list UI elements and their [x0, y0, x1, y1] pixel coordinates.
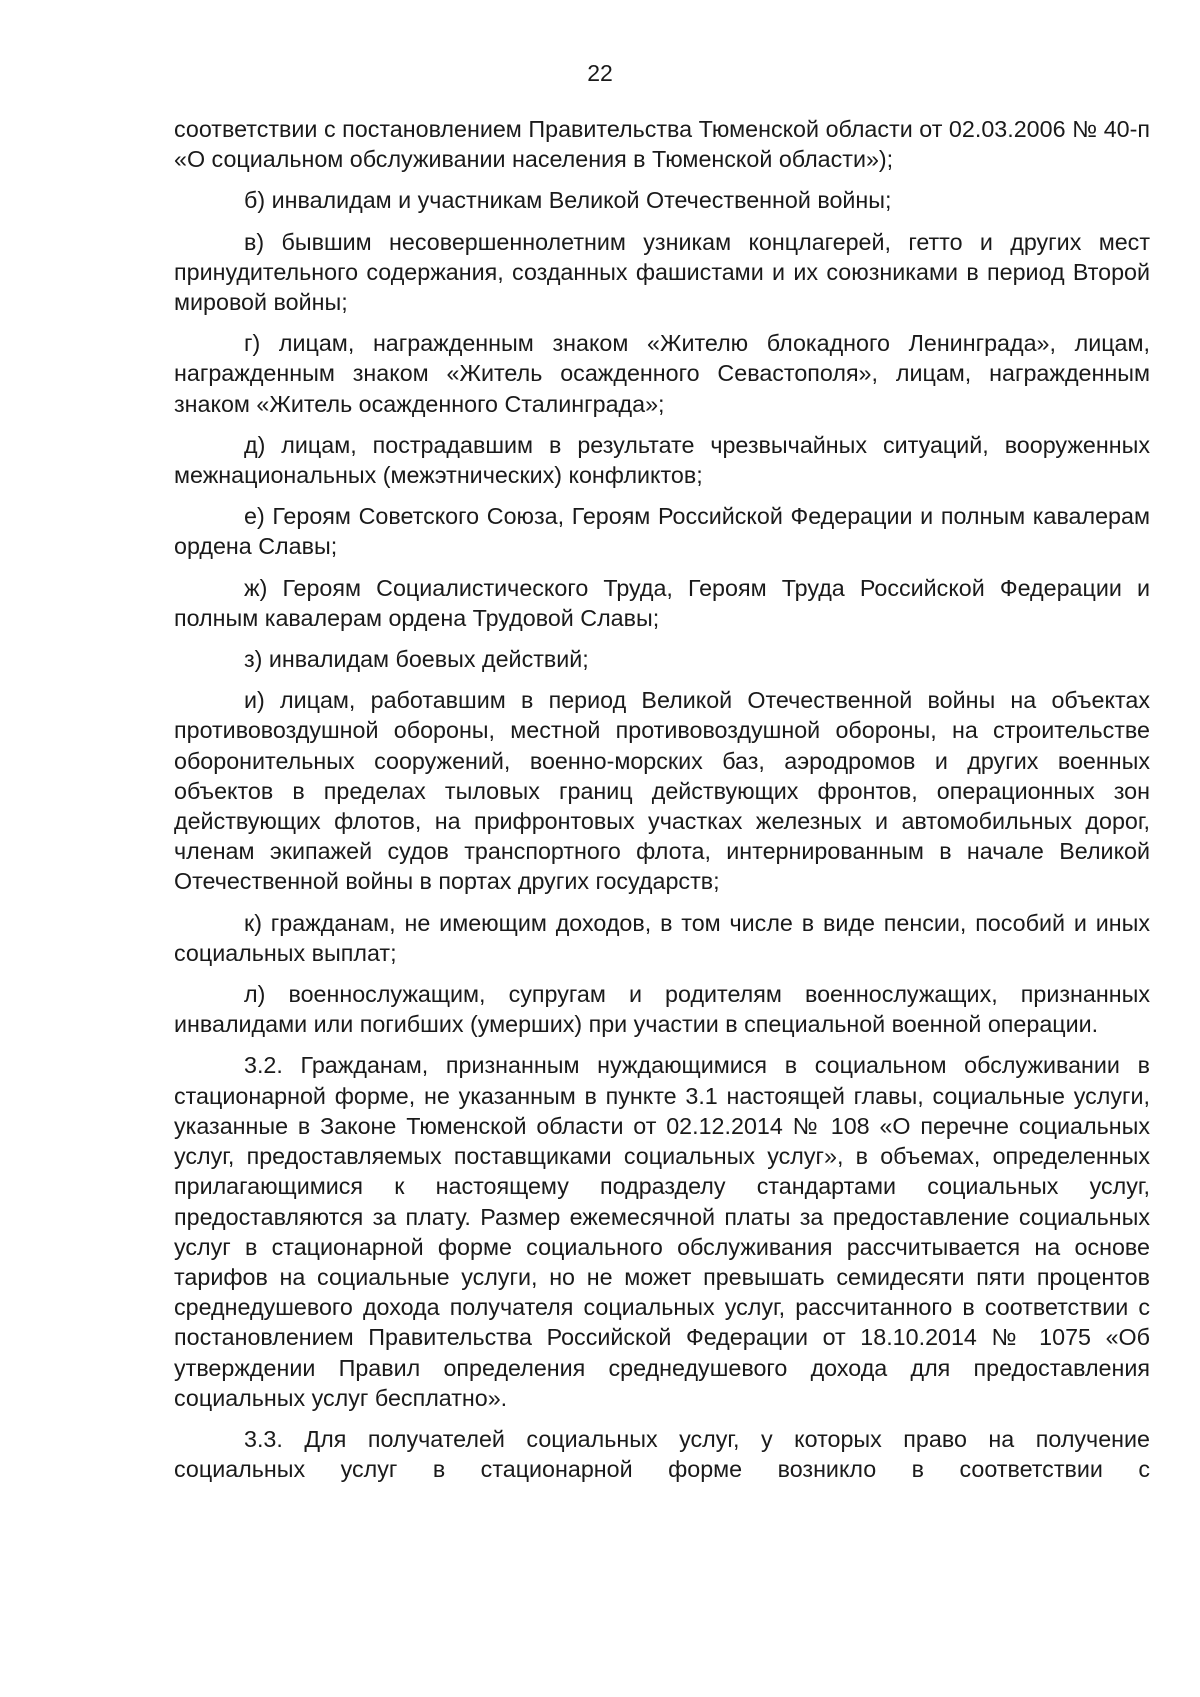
section-3-2: 3.2. Гражданам, признанным нуждающимися в социальном обслуживании в стационарной форме, не указанным в пункте 3.1 настоящей главы, социальные услуги, указанные в Законе Тюменской области от 02.12.2014 № 108 «О перечне социальных услуг, предоставляемых поставщиками социальных услуг», в объемах, определенных прилагающимися к настоящему подразделу стандартами социальных услуг, предоставляются за плату. Размер ежемесячной платы за предоставление социальных услуг в стационарной форме социального обслуживания рассчитывается на основе тарифов на социальные услуги, но не может превышать семидесяти пяти процентов среднедушевого дохода получателя социальных услуг, рассчитанного в соответствии с постановлением Правительства Российской Федерации от 18.10.2014 № 1075 «Об утверждении Правил определения среднедушевого дохода для предоставления социальных услуг бесплатно». — [174, 1052, 1150, 1411]
list-item-k: к) гражданам, не имеющим доходов, в том числе в виде пенсии, пособий и иных социальных выплат; — [174, 909, 1150, 966]
section-3-3: 3.3. Для получателей социальных услуг, у которых право на получение социальных услуг в стационарной форме возникло в соответствии с — [174, 1425, 1150, 1483]
list-item-d: д) лицам, пострадавшим в результате чрезвычайных ситуаций, вооруженных межнациональных (межэтнических) конфликтов; — [174, 431, 1150, 489]
paragraph-continuation: соответствии с постановлением Правительства Тюменской области от 02.03.2006 № 40-п «О социальном обслуживании населения в Тюменской области»); — [174, 116, 1150, 173]
page-number: 22 — [587, 60, 613, 86]
document-body — [174, 114, 1150, 1495]
list-item-l: л) военнослужащим, супругам и родителям военнослужащих, признанных инвалидами или погибших (умерших) при участии в специальной военной операции. — [174, 981, 1150, 1038]
list-item-g: г) лицам, награжденным знаком «Жителю блокадного Ленинграда», лицам, награжденным знаком «Житель осажденного Севастополя», лицам, награжденным знаком «Житель осажденного Сталинграда»; — [174, 330, 1150, 417]
list-item-z: з) инвалидам боевых действий; — [244, 646, 589, 673]
list-item-zh: ж) Героям Социалистического Труда, Героям Труда Российской Федерации и полным кавалерам ордена Трудовой Славы; — [174, 574, 1150, 631]
list-item-b: б) инвалидам и участникам Великой Отечественной войны; — [244, 187, 892, 214]
list-item-i: и) лицам, работавшим в период Великой Отечественной войны на объектах противовоздушной обороны, местной противовоздушной обороны, на строительстве оборонительных сооружений, военно-морских баз, аэродромов и других военных объектов в пределах тыловых границ действующих фронтов, операционных зон действующих флотов, на прифронтовых участках железных и автомобильных дорог, членам экипажей судов транспортного флота, интернированным в начале Великой Отечественной войны в портах других государств; — [174, 687, 1150, 895]
list-item-v: в) бывшим несовершеннолетним узникам концлагерей, гетто и других мест принудительного содержания, созданных фашистами и их союзниками в период Второй мировой войны; — [174, 228, 1150, 316]
list-item-e: е) Героям Советского Союза, Героям Российской Федерации и полным кавалерам ордена Славы; — [174, 503, 1150, 560]
